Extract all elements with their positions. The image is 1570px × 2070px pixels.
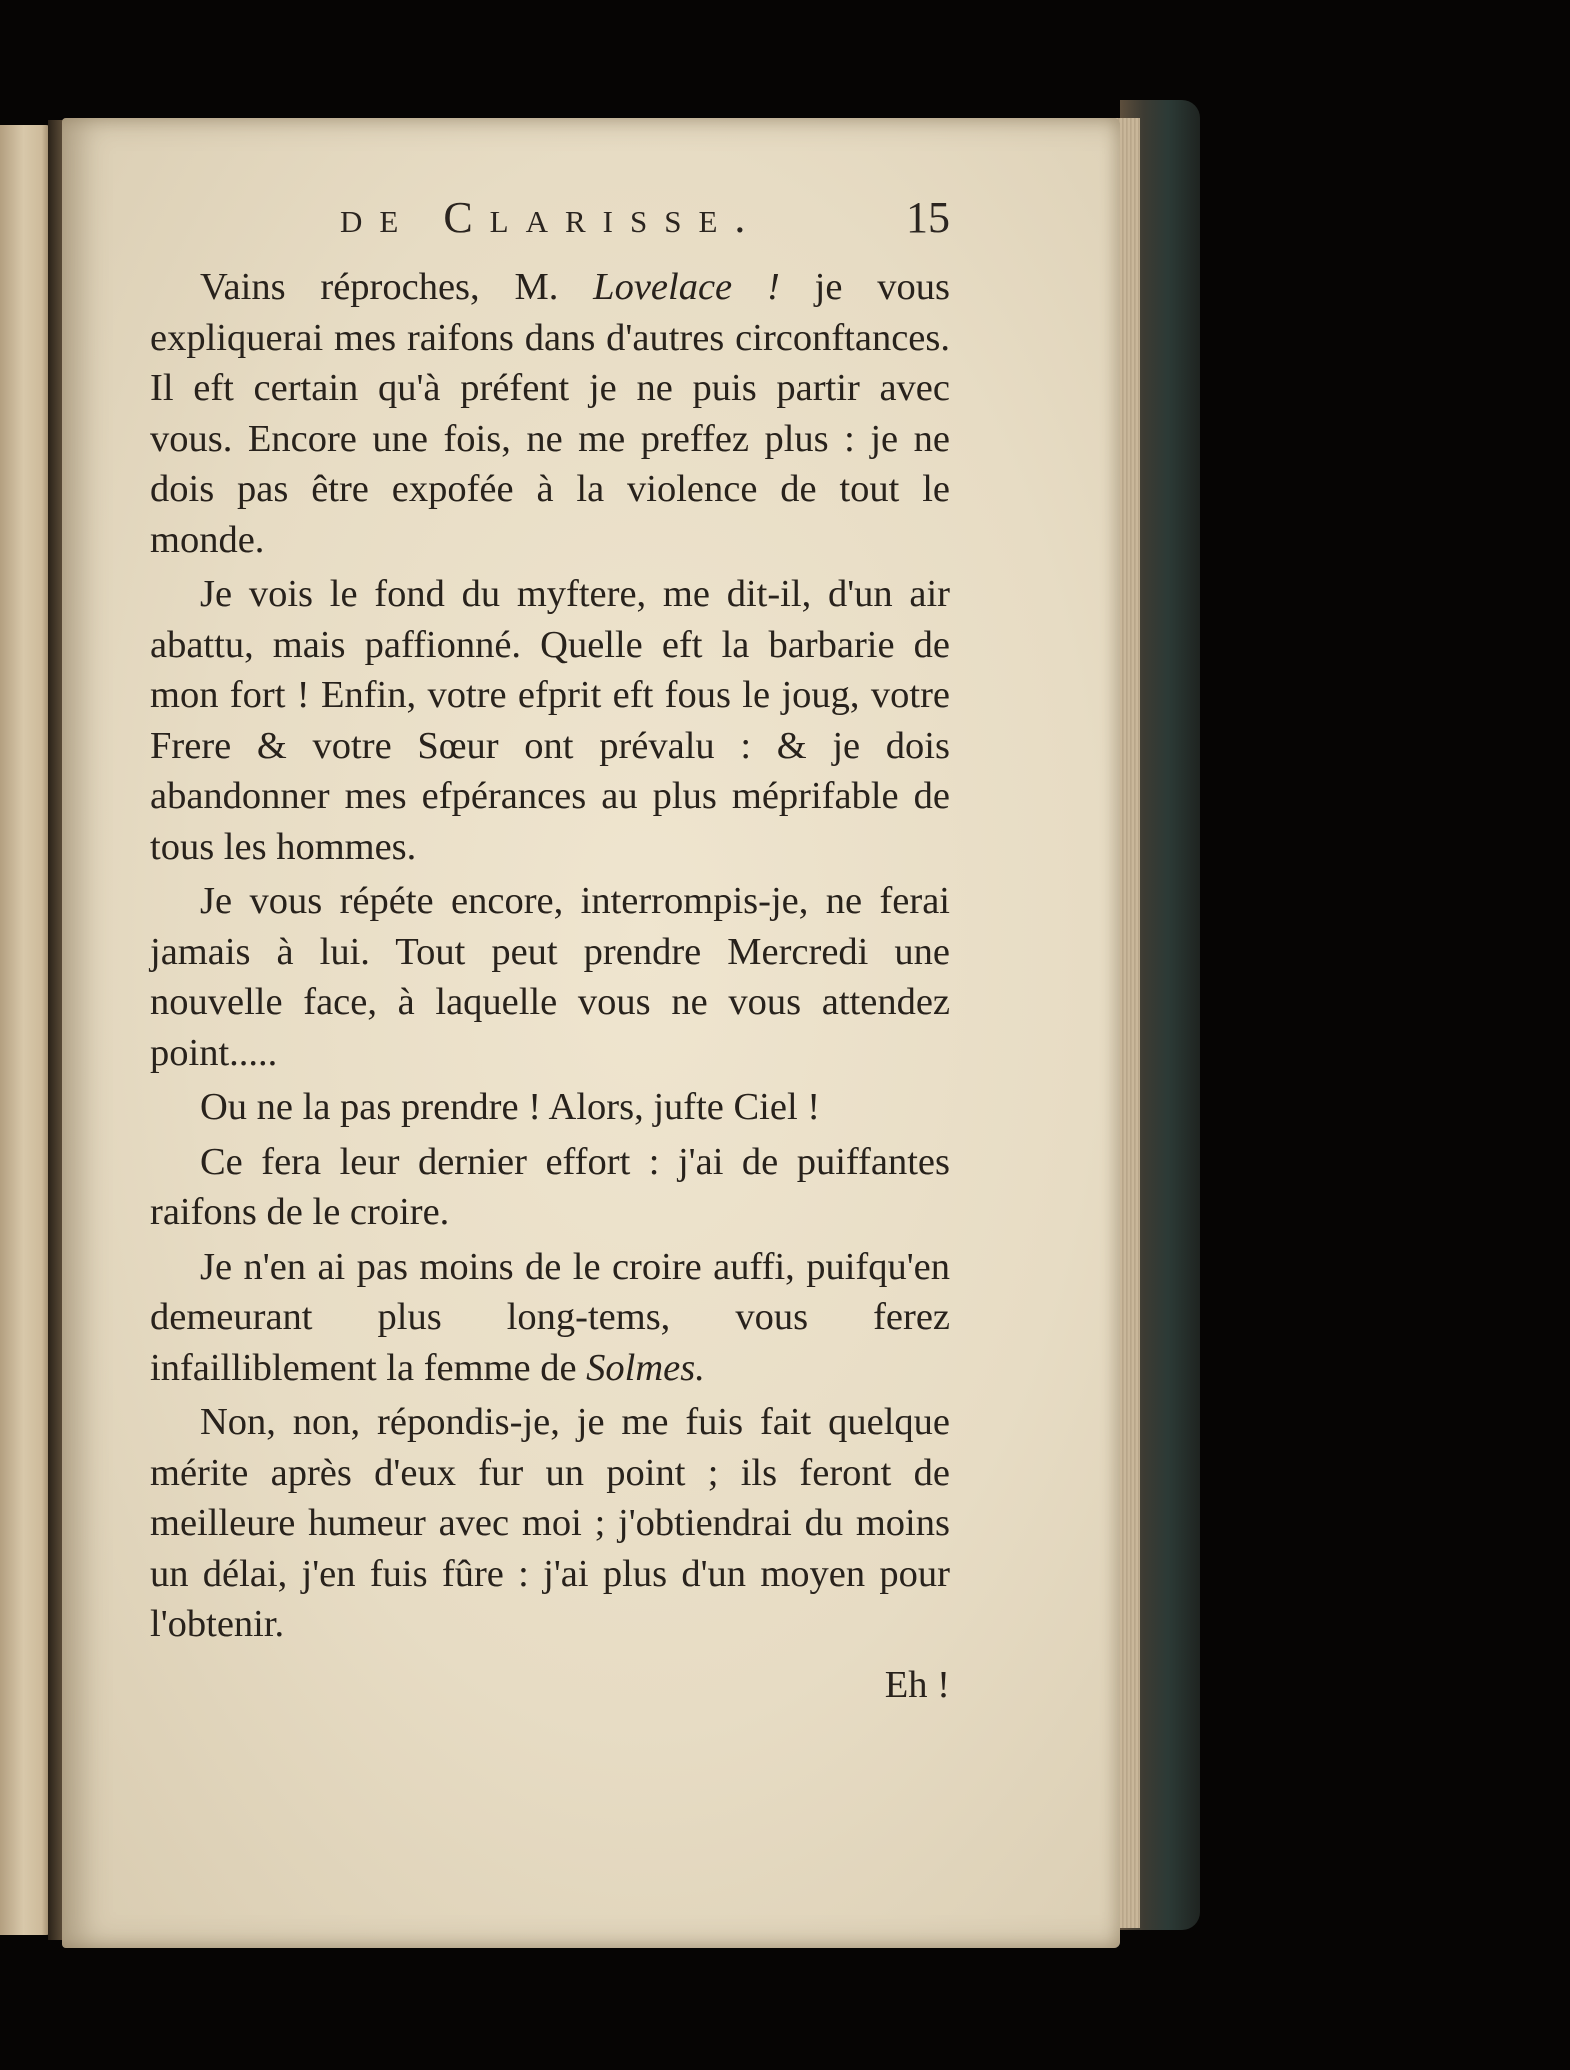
text-run: Je vous répéte encore, interrompis-je, ne ferai jamais à lui. Tout peut prendre Mercredi une nouvelle face, à laquelle vous ne vous attendez point..... — [150, 880, 950, 1074]
text-run: Ou ne la pas prendre ! Alors, jufte Ciel ! — [200, 1086, 821, 1128]
paragraph — [150, 569, 950, 872]
running-title: de Clarisse. — [340, 193, 763, 242]
catchword: Eh ! — [884, 1663, 950, 1706]
paragraph — [150, 262, 950, 565]
facing-page-edge — [0, 125, 52, 1935]
text-run: Je n'en ai pas moins de le croire auffi, puifqu'en demeurant plus long-tems, vous ferez infailliblement la femme de — [150, 1245, 950, 1389]
paragraph — [150, 1137, 950, 1238]
paragraph — [150, 1242, 950, 1394]
text-run: Non, non, répondis-je, je me fuis fait quelque mérite après d'eux fur un point ; ils feront de meilleure humeur avec moi ; j'obtiendrai du moins un délai, j'en fuis fûre : j'ai plus d'un moyen pour l'obtenir. — [150, 1401, 950, 1645]
italic-name: Solmes. — [586, 1346, 705, 1389]
text-run: Je vois le fond du myftere, me dit-il, d'un air abattu, mais paffionné. Quelle eft la barbarie de mon fort ! Enfin, votre efprit eft fous le joug, votre Frere & votre Sœur ont prévalu : & je dois abandonner mes efpérances au plus méprifable de tous les hommes. — [150, 573, 950, 868]
page-number: 15 — [906, 193, 950, 242]
text-run: Vains réproches, M. — [200, 266, 594, 308]
paragraph — [150, 1397, 950, 1650]
text-run: je vous expliquerai mes raifons dans d'autres circonftances. Il eft certain qu'à préfent je ne puis partir avec vous. Encore une fois, ne me preffez plus : je ne dois pas être expofée à la violence de tout le monde. — [150, 266, 950, 561]
paragraph — [150, 876, 950, 1078]
page-header — [340, 192, 960, 248]
paragraph — [150, 1082, 950, 1133]
text-block — [150, 262, 950, 1710]
text-run: Ce fera leur dernier effort : j'ai de puiffantes raifons de le croire. — [150, 1140, 950, 1233]
italic-name: Lovelace ! — [593, 266, 780, 308]
